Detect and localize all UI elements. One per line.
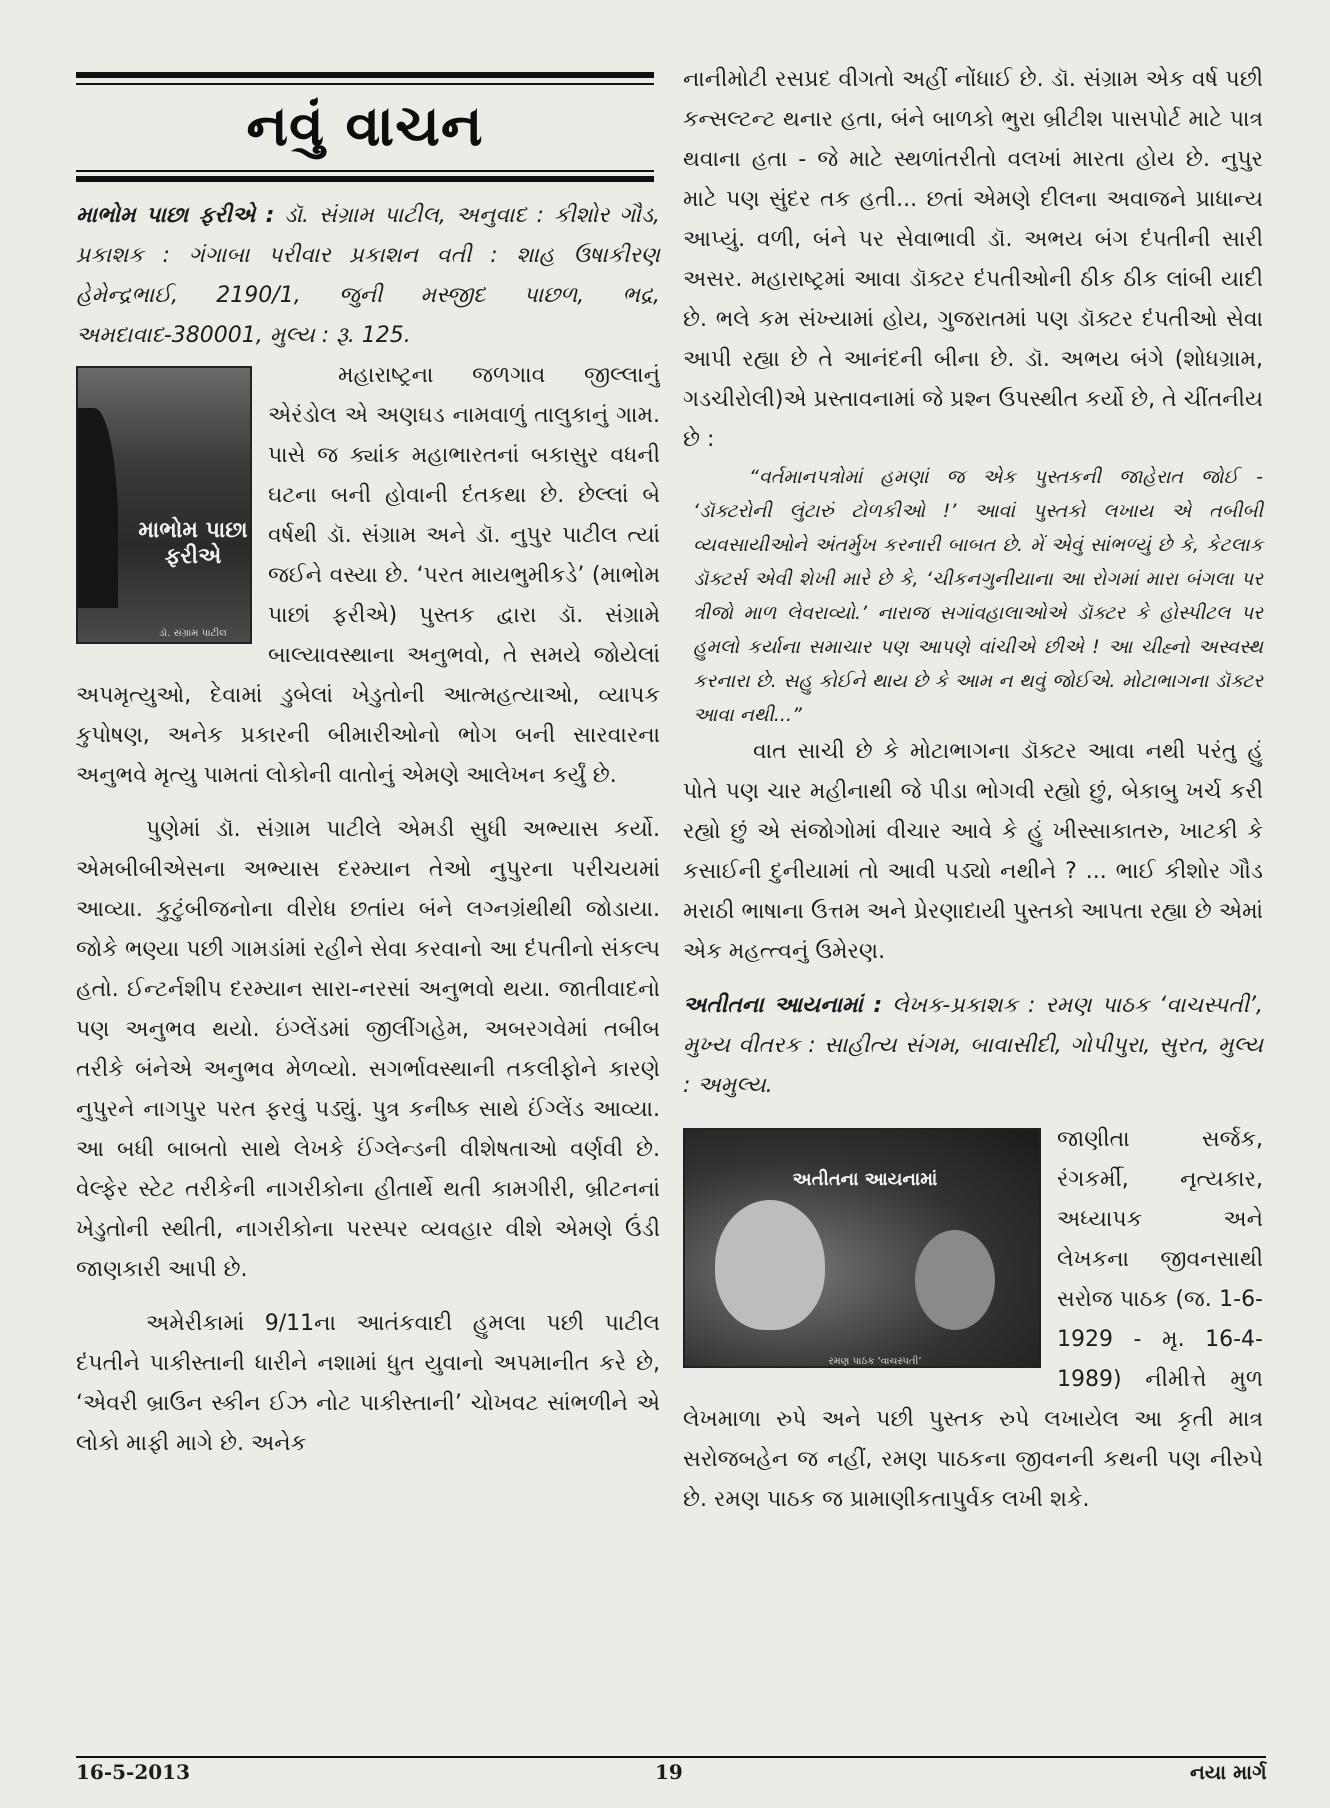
header-rule-bottom-thin <box>76 170 654 172</box>
cover-tree-shape <box>78 408 118 608</box>
book1-paragraph-3: અમેરીકામાં 9/11ના આતંકવાદી હુમલા પછી પાટીલ દંપતીને પાકીસ્તાની ધારીને નશામાં ધુત યુવાનો અપમાનીત કરે છે, ‘એવરી બ્રાઉન સ્કીન ઈઝ નોટ પાકીસ્તાની’ ચોખવટ સાંભળીને એ લોકો માફી માગે છે. અનેક <box>76 1311 660 1456</box>
book2-intro <box>683 1120 1263 1520</box>
book1-paragraph-4: નાનીમોટી રસપ્રદ વીગતો અહીં નોંધાઈ છે. ડૉ. સંગ્રામ એક વર્ષ પછી કન્સલ્ટન્ટ થનાર હતા, બંને બાળકો ભુરા બ્રીટીશ પાસપોર્ટ માટે પાત્ર થવાના હતા - જે માટે સ્થળાંતરીતો વલખાં મારતા હોય છે. નુપુર માટે પણ સુંદર તક હતી... છતાં એમણે દીલના અવાજને પ્રાધાન્ય આપ્યું. વળી, બંને પર સેવાભાવી ડૉ. અભય બંગ દંપતીની સારી અસર. મહારાષ્ટ્રમાં આવા ડૉક્ટર દંપતીઓની ઠીક ઠીક લાંબી યાદી છે. ભલે કમ સંખ્યામાં હોય, ગુજરાતમાં પણ ડૉક્ટર દંપતીઓ સેવા આપી રહ્યા છે તે આનંદની બીના છે. ડૉ. અભય બંગે (શોધગ્રામ, ગડચીરોલી)એ પ્રસ્તાવનામાં જે પ્રશ્ન ઉપસ્થીત કર્યો છે, તે ચીંતનીય છે : <box>683 67 1263 452</box>
book1-paragraph-5: વાત સાચી છે કે મોટાભાગના ડૉક્ટર આવા નથી પરંતુ હું પોતે પણ ચાર મહીનાથી જે પીડા ભોગવી રહ્યો છું, બેકાબુ ખર્ચ કરી રહ્યો છું એ સંજોગોમાં વીચાર આવે કે હું ખીસ્સાકાતરુ, ખાટકી કે કસાઈની દુનીયામાં તો આવી પડ્યો નથીને ? ... ભાઈ કીશોર ગૌડ મરાઠી ભાષાના ઉત્તમ અને પ્રેરણાદાયી પુસ્તકો આપતા રહ્યા છે એમાં એક મહત્ત્વનું ઉમેરણ. <box>683 739 1263 964</box>
book1-quote: “વર્તમાનપત્રોમાં હમણાં જ એક પુસ્તકની જાહેરાત જોઈ - ‘ડૉક્ટરોની લુંટારું ટોળકીઓ !’ આવાં પુસ્તકો લખાય એ તબીબી વ્યવસાયીઓને અંતર્મુખ કરનારી બાબત છે. મેં એવું સાંભળ્યું છે કે, કેટલાક ડૉક્ટર્સ એવી શેખી મારે છે કે, ‘ચીકનગુનીયાના આ રોગમાં મારા બંગલા પર ત્રીજો માળ લેવરાવ્યો.’ નારાજ સગાંવહાલાઓએ ડૉક્ટર કે હોસ્પીટલ પર હુમલો કર્યાના સમાચાર પણ આપણે વાંચીએ છીએ ! આ ચીહ્નો અસ્વસ્થ કરનારા છે. સહુ કોઈને થાય છે કે આમ ન થવું જોઈએ. મોટાભાગના ડૉક્ટર આવા નથી...” <box>693 466 1263 726</box>
book2-cover-image <box>683 1128 1041 1368</box>
book2-title: અતીતના આયનામાં : <box>683 993 883 1018</box>
header-rule-bottom <box>76 176 654 182</box>
header-rule-top <box>76 72 654 78</box>
footer-rule <box>76 1756 1266 1758</box>
book2-cover-author: રમણ પાઠક ‘વાચસ્પતી’ <box>828 1356 922 1367</box>
book1-details: ડૉ. સંગ્રામ પાટીલ, અનુવાદ : કીશોર ગૌડ, પ્રકાશક : ગંગાબા પરીવાર પ્રકાશન વતી : શાહ ઉષાકીરણ હેમેન્દ્રભાઈ, 2190/1, જુની મસ્જીદ પાછળ, ભદ્ર, અમદાવાદ-380001, મુલ્ય : રૂ. 125. <box>76 203 660 348</box>
footer-date: 16-5-2013 <box>76 1760 191 1784</box>
book1-meta <box>76 196 660 356</box>
left-column <box>76 196 660 1464</box>
cover-portrait-man <box>915 1230 995 1330</box>
book2-details: લેખક-પ્રકાશક : રમણ પાઠક ‘વાચસ્પતી’, મુખ્ય વીતરક : સાહીત્ય સંગમ, બાવાસીદી, ગોપીપુરા, સુરત, મુલ્ય : અમુલ્ય. <box>683 993 1264 1098</box>
book1-cover-image <box>76 366 252 644</box>
section-masthead: નવું વાચન <box>246 94 484 159</box>
right-column <box>683 60 1263 1520</box>
book1-cover-title: માભોમ પાછા ફરીએ <box>138 518 248 569</box>
book2-paragraph-1: જાણીતા સર્જક, રંગકર્મી, નૃત્યકાર, અધ્યાપક અને લેખકના જીવનસાથી સરોજ પાઠક (જ. 1-6-1929 - મૃ. 16-4-1989) નીમીત્તે મુળ લેખમાળા રુપે અને પછી પુસ્તક રુપે લખાયેલ આ કૃતી માત્ર સરોજબહેન જ નહીં, રમણ પાઠકના જીવનની કથની પણ નીરુપે છે. રમણ પાઠક જ પ્રામાણીકતાપુર્વક લખી શકે. <box>683 1127 1263 1512</box>
book2-meta <box>683 986 1263 1106</box>
header-rule-top-thin <box>76 83 654 85</box>
book1-paragraph-2: પુણેમાં ડૉ. સંગ્રામ પાટીલે એમડી સુધી અભ્યાસ કર્યો. એમબીબીએસના અભ્યાસ દરમ્યાન તેઓ નુપુરના પરીચયમાં આવ્યા. કુટુંબીજનોના વીરોધ છતાંય બંને લગ્નગ્રંથીથી જોડાયા. જોકે ભણ્યા પછી ગામડાંમાં રહીને સેવા કરવાનો આ દંપતીનો સંકલ્પ હતો. ઈન્ટર્નશીપ દરમ્યાન સારા-નરસાં અનુભવો થયા. જાતીવાદનો પણ અનુભવ થયો. ઇંગ્લેંડમાં જીલીંગહેમ, અબરગવેમાં તબીબ તરીકે બંનેએ અનુભવ મેળવ્યો. સગર્ભાવસ્થાની તકલીફોને કારણે નુપુરને નાગપુર પરત ફરવું પડ્યું. પુત્ર કનીષ્ક સાથે ઈંગ્લેંડ આવ્યા. આ બધી બાબતો સાથે લેખકે ઈંગ્લેન્ડની વીશેષતાઓ વર્ણવી છે. વેલ્ફેર સ્ટેટ તરીકેની નાગરીકોના હીતાર્થે થતી કામગીરી, બ્રીટનનાં ખેડુતોની સ્થીતી, નાગરીકોના પરસ્પર વ્યવહાર વીશે એમણે ઉંડી જાણકારી આપી છે. <box>76 817 660 1282</box>
book1-cover-author: ડૉ. સંગ્રામ પાટીલ <box>159 628 227 639</box>
book1-intro <box>76 356 660 796</box>
footer-publication: નયા માર્ગ <box>1190 1760 1267 1784</box>
book2-cover-title: અતીતના આયનામાં <box>792 1169 938 1190</box>
cover-portrait-woman <box>715 1200 825 1330</box>
page-number: 19 <box>655 1760 683 1784</box>
book1-title: માભોમ પાછા ફરીએ : <box>76 203 275 228</box>
book1-paragraph-1: મહારાષ્ટ્રના જળગાવ જીલ્લાનું એરંડોલ એ અણઘડ નામવાળું તાલુકાનું ગામ. પાસે જ ક્યાંક મહાભારતનાં બકાસુર વધની ઘટના બની હોવાની દંતકથા છે. છેલ્લાં બે વર્ષથી ડૉ. સંગ્રામ અને ડૉ. નુપુર પાટીલ ત્યાં જઈને વસ્યા છે. ‘પરત માયભુમીકડે’ (માભોમ પાછાં ફરીએ) પુસ્તક દ્વારા ડૉ. સંગ્રામે બાલ્યાવસ્થાના અનુભવો, તે સમયે જોયેલાં અપમૃત્યુઓ, દેવામાં ડુબેલાં ખેડુતોની આત્મહત્યાઓ, વ્યાપક કુપોષણ, અનેક પ્રકારની બીમારીઓનો ભોગ બની સારવારના અનુભવે મૃત્યુ પામતાં લોકોની વાતોનું એમણે આલેખન કર્યું છે. <box>76 363 660 788</box>
